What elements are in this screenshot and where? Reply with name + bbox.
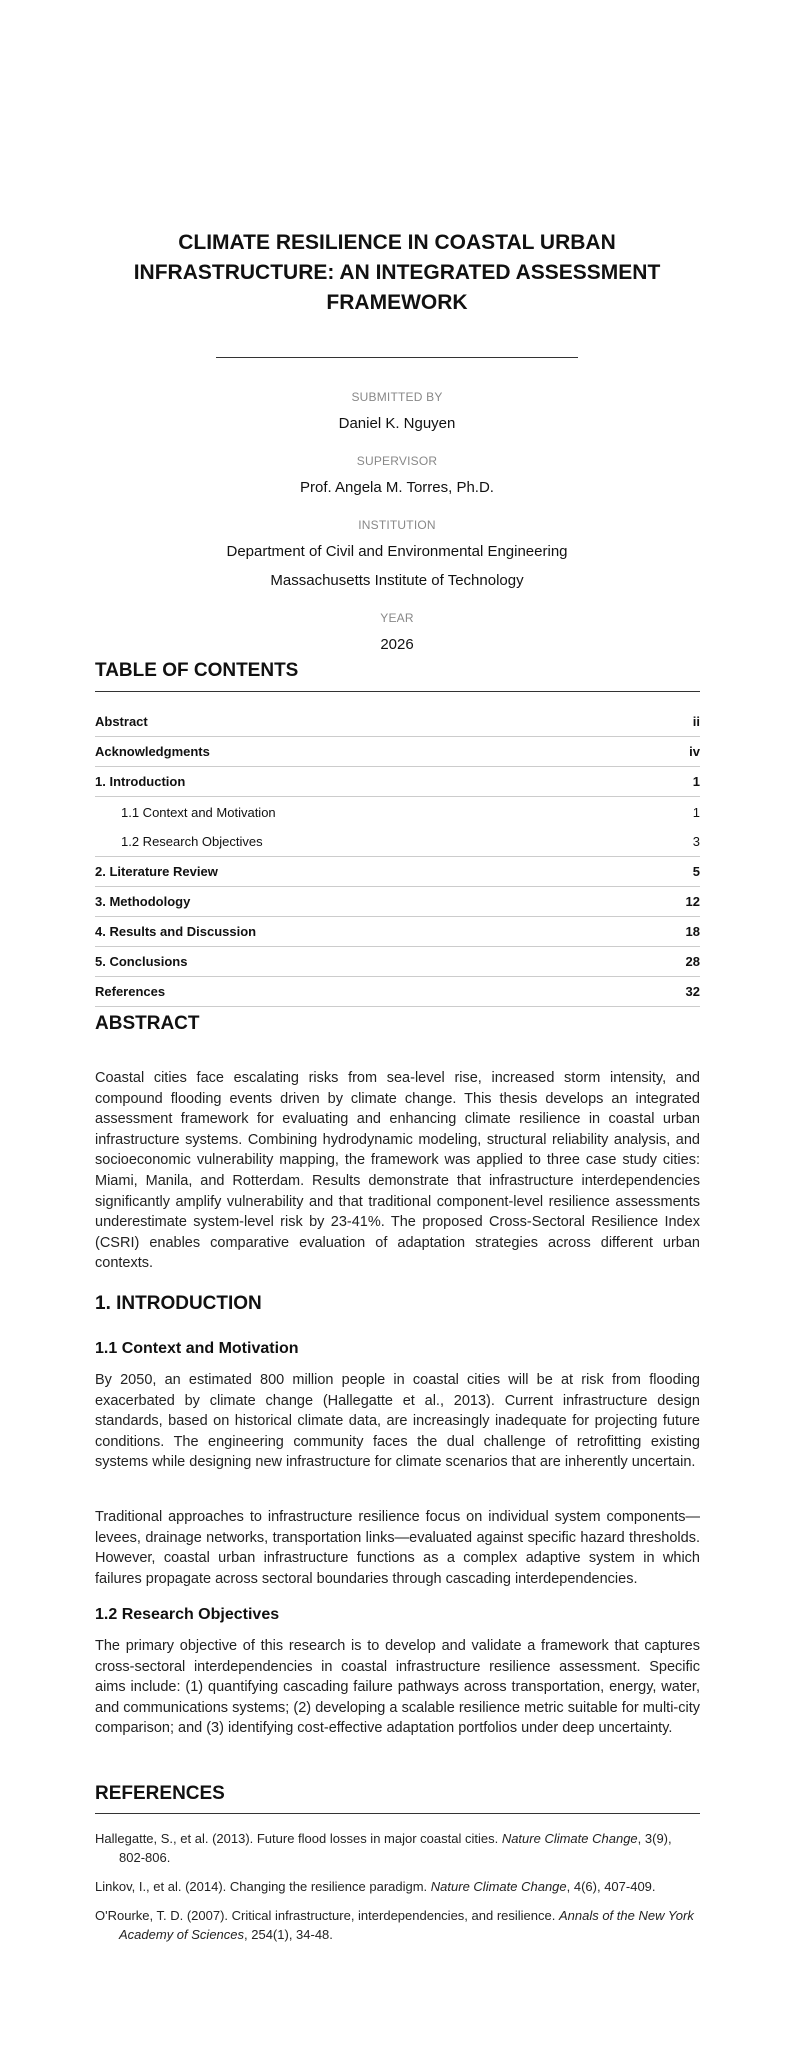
introduction-heading: 1. INTRODUCTION bbox=[95, 1293, 262, 1314]
toc-entry-references[interactable] bbox=[95, 977, 700, 1007]
abstract-heading: ABSTRACT bbox=[95, 1013, 200, 1034]
references-heading: REFERENCES bbox=[95, 1783, 225, 1804]
table-of-contents bbox=[95, 707, 700, 1007]
toc-entry-page: 28 bbox=[685, 954, 700, 969]
toc-entry-label: Abstract bbox=[95, 714, 148, 729]
reference-journal: Nature Climate Change bbox=[501, 1831, 638, 1846]
toc-entry-label: Acknowledgments bbox=[95, 744, 210, 759]
research-objectives-heading: 1.2 Research Objectives bbox=[95, 1606, 280, 1623]
references-divider bbox=[95, 1813, 700, 1814]
department-name: Department of Civil and Environmental Engineering bbox=[226, 543, 568, 560]
context-paragraph-1: By 2050, an estimated 800 million people in coastal cities will be at risk from flooding exacerbated by climate change (Hallegatte et al., 2013). Current infrastructure design standards, based on historical climate data, are increasingly inadequate for projecting future conditions. The engineering community faces the dual challenge of retrofitting existing systems while designing new infrastructure for climate scenarios that are inherently uncertain. bbox=[95, 1372, 700, 1471]
toc-entry-label: 2. Literature Review bbox=[95, 864, 218, 879]
institution-name: Massachusetts Institute of Technology bbox=[270, 572, 524, 589]
toc-entry-research-objectives[interactable] bbox=[95, 827, 700, 857]
year-label: YEAR bbox=[380, 611, 414, 625]
supervisor-label: SUPERVISOR bbox=[356, 454, 438, 468]
author-name: Daniel K. Nguyen bbox=[338, 415, 456, 432]
abstract-text: Coastal cities face escalating risks from sea-level rise, increased storm intensity, and compound flooding events driven by climate change. This thesis develops an integrated assessment framework for evaluating and enhancing climate resilience in coastal urban infrastructure systems. Combining hydrodynamic modeling, structural reliability analysis, and socioeconomic vulnerability mapping, the framework was applied to three case study cities: Miami, Manila, and Rotterdam. Results demonstrate that infrastructure interdependencies significantly amplify vulnerability and that traditional component-level resilience assessments underestimate system-level risk by 23-41%. The proposed Cross-Sectoral Resilience Index (CSRI) enables comparative evaluation of adaptation strategies across different urban contexts. bbox=[95, 1070, 700, 1272]
supervisor-name: Prof. Angela M. Torres, Ph.D. bbox=[300, 479, 494, 496]
reference-item bbox=[95, 1829, 700, 1867]
institution-label: INSTITUTION bbox=[358, 518, 436, 532]
toc-entry-context-motivation[interactable] bbox=[95, 797, 700, 827]
reference-text: Hallegatte, S., et al. (2013). Future flood losses in major coastal cities. bbox=[95, 1831, 502, 1846]
thesis-title: CLIMATE RESILIENCE IN COASTAL URBAN INFRASTRUCTURE: AN INTEGRATED ASSESSMENT FRAMEWORK bbox=[133, 231, 661, 314]
toc-entry-page: 18 bbox=[685, 924, 700, 939]
reference-details: , 3(9), 802-806. bbox=[119, 1831, 672, 1865]
reference-text: Linkov, I., et al. (2014). Changing the resilience paradigm. bbox=[95, 1879, 431, 1894]
reference-journal: Nature Climate Change bbox=[430, 1879, 567, 1894]
toc-divider bbox=[95, 691, 700, 692]
reference-details: , 4(6), 407-409. bbox=[566, 1879, 656, 1894]
toc-entry-page: 1 bbox=[692, 804, 700, 820]
title-divider bbox=[216, 357, 578, 358]
context-paragraph-2: Traditional approaches to infrastructure resilience focus on individual system components—levees, drainage networks, transportation links—evaluated against specific hazard thresholds. However, coastal urban infrastructure functions as a complex adaptive system in which failures propagate across sectoral boundaries through cascading interdependencies. bbox=[95, 1509, 700, 1587]
toc-entry-abstract[interactable] bbox=[95, 707, 700, 737]
reference-details: , 254(1), 34-48. bbox=[244, 1927, 333, 1942]
submitted-by-label: SUBMITTED BY bbox=[351, 390, 443, 404]
toc-entry-label: 1.1 Context and Motivation bbox=[121, 804, 276, 820]
toc-entry-page: ii bbox=[692, 714, 700, 729]
toc-entry-page: 3 bbox=[692, 834, 700, 849]
toc-heading: TABLE OF CONTENTS bbox=[95, 660, 299, 681]
toc-entry-page: 1 bbox=[692, 774, 700, 789]
context-motivation-heading: 1.1 Context and Motivation bbox=[95, 1340, 299, 1357]
toc-entry-label: 1. Introduction bbox=[95, 774, 186, 789]
toc-entry-introduction[interactable] bbox=[95, 767, 700, 797]
reference-text: O'Rourke, T. D. (2007). Critical infrastructure, interdependencies, and resilience. bbox=[95, 1908, 559, 1923]
reference-item bbox=[95, 1877, 700, 1896]
toc-entry-page: 5 bbox=[692, 864, 700, 879]
toc-entry-methodology[interactable] bbox=[95, 887, 700, 917]
toc-entry-results[interactable] bbox=[95, 917, 700, 947]
toc-entry-label: References bbox=[95, 984, 166, 999]
toc-entry-label: 5. Conclusions bbox=[95, 954, 188, 969]
toc-entry-page: 12 bbox=[685, 894, 700, 909]
toc-entry-label: 3. Methodology bbox=[95, 894, 191, 909]
reference-item bbox=[95, 1906, 700, 1944]
toc-entry-conclusions[interactable] bbox=[95, 947, 700, 977]
year-value: 2026 bbox=[380, 636, 414, 653]
toc-entry-label: 4. Results and Discussion bbox=[95, 924, 257, 939]
reference-journal: Annals of the New York Academy of Sciences bbox=[119, 1908, 694, 1942]
toc-entry-acknowledgments[interactable] bbox=[95, 737, 700, 767]
toc-entry-page: iv bbox=[689, 744, 700, 759]
toc-entry-page: 32 bbox=[685, 984, 700, 999]
objectives-paragraph: The primary objective of this research is to develop and validate a framework that captures cross-sectoral interdependencies in coastal infrastructure resilience assessment. Specific aims include: (1) quantifying cascading failure pathways across transportation, energy, water, and communications systems; (2) developing a scalable resilience metric suitable for multi-city comparison; and (3) identifying cost-effective adaptation portfolios under deep uncertainty. bbox=[95, 1638, 700, 1737]
toc-entry-literature-review[interactable] bbox=[95, 857, 700, 887]
toc-entry-label: 1.2 Research Objectives bbox=[121, 834, 263, 849]
